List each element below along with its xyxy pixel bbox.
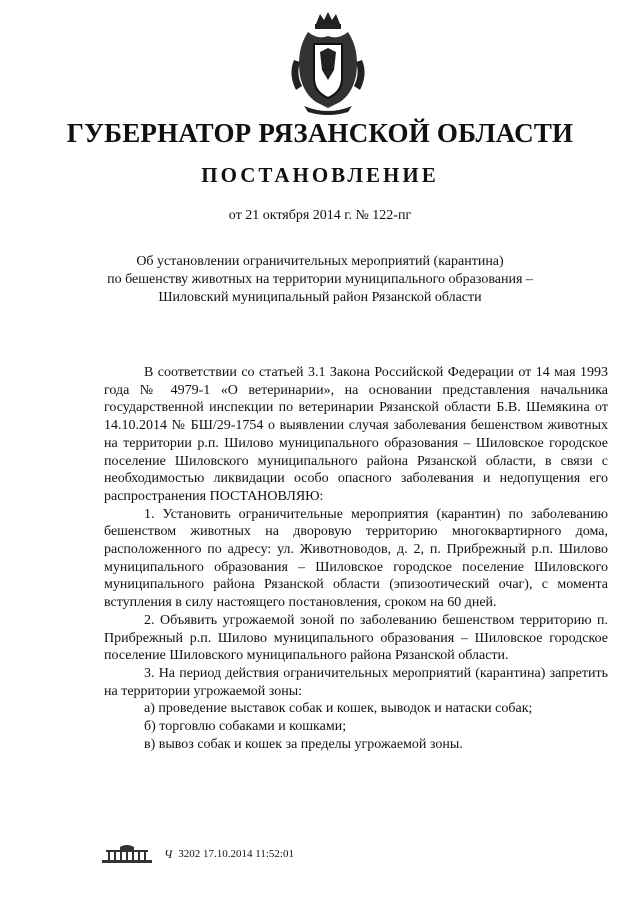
- registration-stamp: 3202 17.10.2014 11:52:01: [178, 848, 294, 860]
- item-2-paragraph: 2. Объявить угрожаемой зоной по заболеванию бешенством территорию п. Прибрежный р.п. Шилово муниципального образования – Шиловское городское поселение Шиловского муниципального района Рязанской области.: [104, 612, 608, 664]
- item-3c-paragraph: в) вывоз собак и кошек за пределы угрожаемой зоны.: [144, 736, 463, 752]
- document-date-number: от 21 октября 2014 г. № 122-пг: [228, 208, 412, 223]
- document-type: ПОСТАНОВЛЕНИЕ: [201, 163, 439, 187]
- item-3a-paragraph: а) проведение выставок собак и кошек, выводок и натаски собак;: [144, 701, 533, 717]
- subject-line: по бешенству животных на территории муниципального образования –: [107, 272, 533, 287]
- governor-title: ГУБЕРНАТОР РЯЗАНСКОЙ ОБЛАСТИ: [66, 118, 574, 148]
- registration-mark: Ч: [164, 846, 173, 861]
- document-subject: [90, 253, 550, 307]
- subject-line: Об установлении ограничительных мероприятий (карантина): [136, 254, 504, 269]
- preamble-paragraph: В соответствии со статьей 3.1 Закона Российской Федерации от 14 мая 1993 года № 4979-1 «О ветеринарии», на основании представления начальника государственной инспекции по ветеринарии Рязанской области Б.В. Шемякина от 14.10.2014 № БШ/29-1754 о выявлении случая заболевания бешенством животных на территории р.п. Шилово муниципального образования – Шиловское городское поселение Шиловского муниципального района Рязанской области, в связи с необходимостью ликвидации особо опасного заболевания и недопущения его распространения ПОСТАНОВЛЯЮ:: [104, 365, 608, 504]
- coat-of-arms-icon: [286, 10, 370, 116]
- registration-footer: [100, 842, 400, 866]
- document-body: [104, 364, 608, 753]
- item-1-paragraph: 1. Установить ограничительные мероприятия (карантин) по заболеванию бешенством животных на дворовую территорию многоквартирного дома, расположенного по адресу: ул. Животноводов, д. 2, п. Прибрежный р.п. Шилово муниципального образования – Шиловское городское поселение Шиловского муниципального района Рязанской области (эпизоотический очаг), с момента вступления в силу настоящего постановления, сроком на 60 дней.: [104, 506, 608, 611]
- subject-line: Шиловский муниципальный район Рязанской области: [158, 290, 482, 305]
- building-logo-icon: [100, 844, 154, 864]
- item-3-paragraph: 3. На период действия ограничительных мероприятий (карантина) запретить на территории угрожаемой зоны:: [104, 665, 608, 699]
- item-3b-paragraph: б) торговлю собаками и кошками;: [144, 719, 347, 735]
